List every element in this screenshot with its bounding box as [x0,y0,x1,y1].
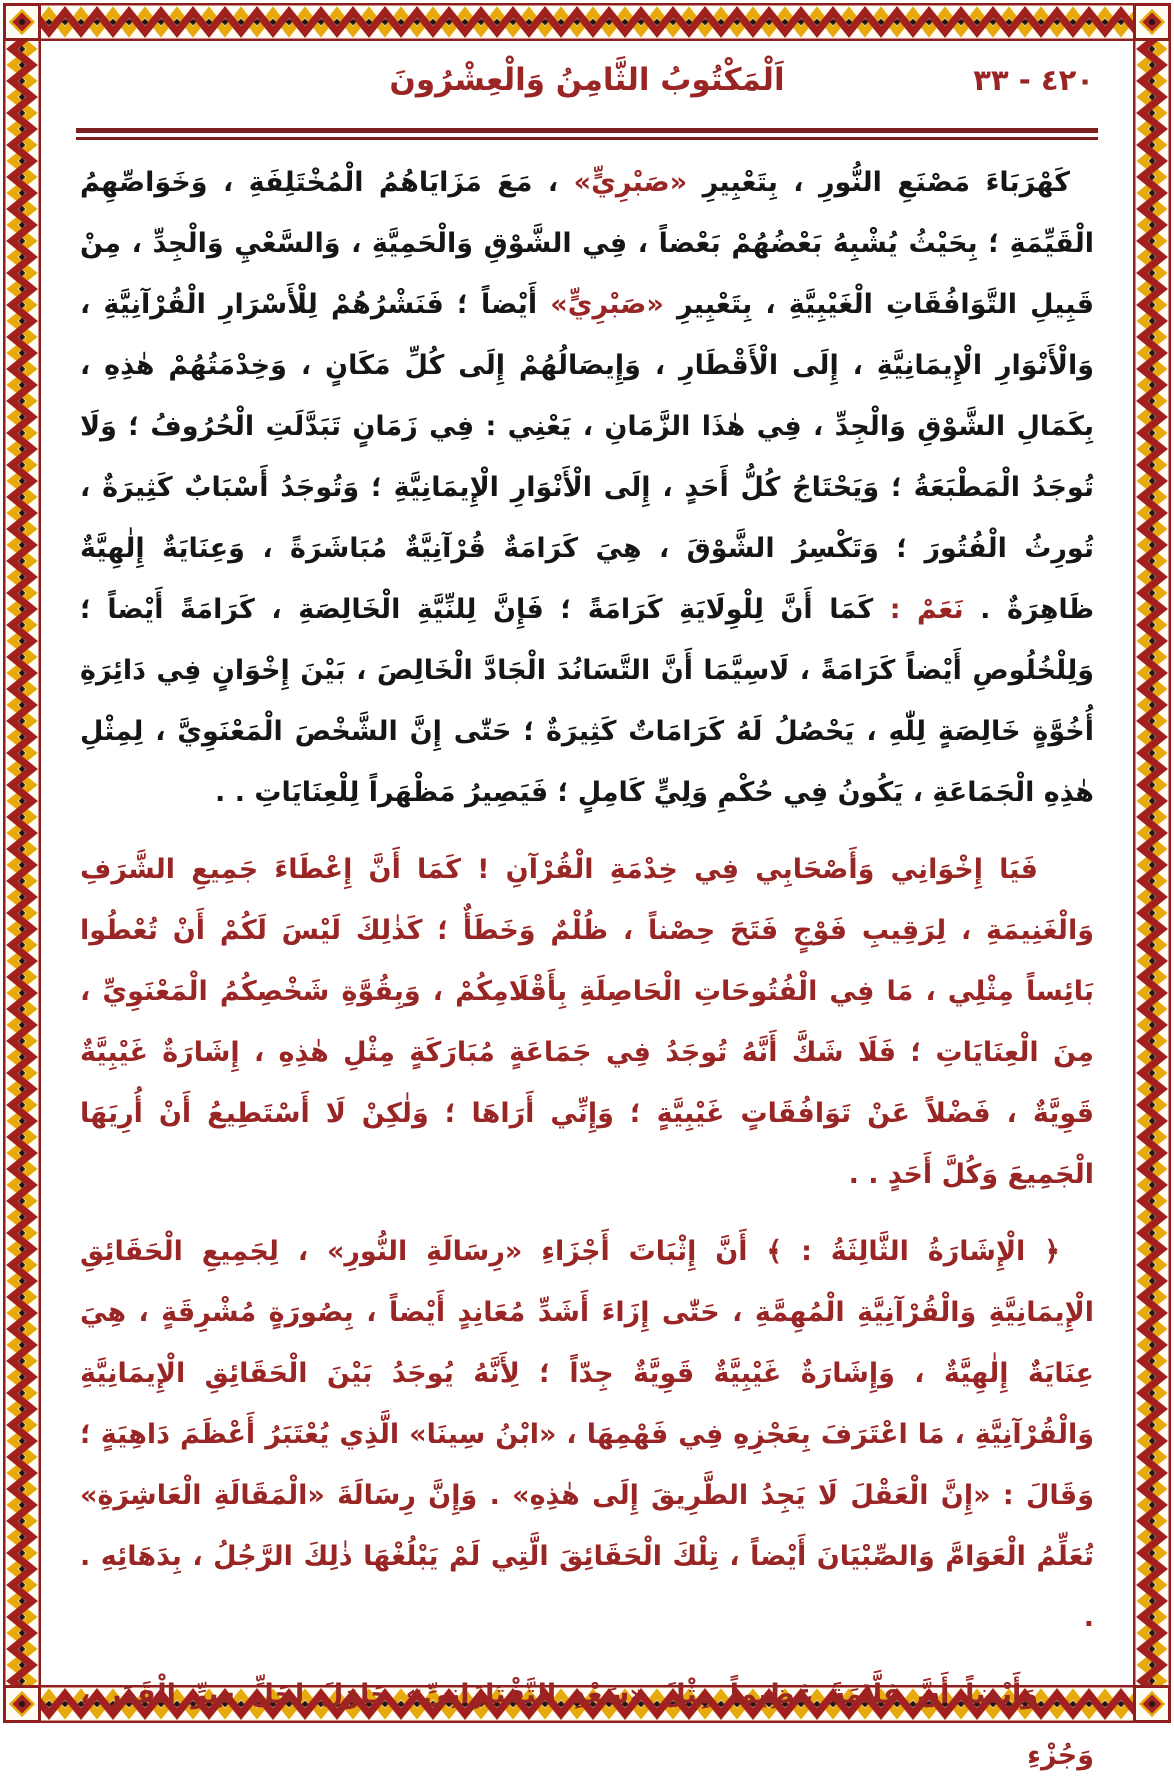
border-corner-medallion-icon [3,3,41,41]
page-number: ٤٢٠ - ٣٣ [973,63,1094,97]
header-rule-thin-line [76,137,1098,140]
run-text: أَيْضاً ؛ فَنَشْرُهُمْ لِلْأَسْرَارِ الْقُرْآنِيَّةِ ، وَالْأَنْوَارِ الْإِيمَانِيَّةِ ، إِلَى الْأَقْطَارِ ، وَإِيصَالُهُمْ إِلَى كُلِّ مَكَانٍ ، وَخِدْمَتُهُمْ هٰذِهِ ، بِكَمَالِ الشَّوْقِ وَالْجِدِّ ، فِي هٰذَا الزَّمَانِ ، يَعْنِي : فِي زَمَانٍ تَبَدَّلَتِ الْحُرُوفُ ؛ وَلَا تُوجَدُ الْمَطْبَعَةُ ؛ وَيَحْتَاجُ كُلُّ أَحَدٍ ، إِلَى الْأَنْوَارِ الْإِيمَانِيَّةِ ؛ وَتُوجَدُ أَسْبَابٌ كَثِيرَةٌ ، تُورِثُ الْفُتُورَ ؛ وَتَكْسِرُ الشَّوْقَ ، هِيَ كَرَامَةٌ قُرْآنِيَّةٌ مُبَاشَرَةً ، وَعِنَايَةٌ إِلٰهِيَّةٌ ظَاهِرَةٌ . [80,289,1094,625]
run-text: كَهْرَبَاءَ مَصْنَعِ النُّورِ ، بِتَعْبِيرِ [687,167,1070,198]
highlighted-text: «صَبْرِيٍّ» [550,289,664,320]
border-corner-medallion-icon [3,1685,41,1723]
ornament-icon: ﴿ [1044,1236,1061,1267]
border-corner-medallion-icon [1133,3,1171,41]
ornamental-border-left [3,41,41,1685]
header-rule [76,128,1098,140]
paragraph-1 [80,152,1094,823]
run-text: وَأَيْضاً أَنَّ عَلَّامَةً عَظِيماً مِثْلَ «سَعْدِ التَّفْتَازَانِيِّ» حَاوَلَ لِحَلِّ سِرِّ الْقَدَرِ ، وَجُزْءِ [80,1679,1094,1771]
run-text: أَنَّ إِثْبَاتَ أَجْزَاءِ «رِسَالَةِ النُّورِ» ، لِجَمِيعِ الْحَقَائِقِ الْإِيمَانِيَّةِ وَالْقُرْآنِيَّةِ الْمُهِمَّةِ ، حَتّٰى إِزَاءَ أَشَدِّ مُعَانِدٍ أَيْضاً ، بِصُورَةٍ مُشْرِقَةٍ ، هِيَ عِنَايَةٌ إِلٰهِيَّةٌ ، وَإِشَارَةٌ غَيْبِيَّةٌ قَوِيَّةٌ جِدّاً ؛ لِأَنَّهُ يُوجَدُ بَيْنَ الْحَقَائِقِ الْإِيمَانِيَّةِ وَالْقُرْآنِيَّةِ ، مَا اعْتَرَفَ بِعَجْزِهِ فِي فَهْمِهَا ، «ابْنُ سِينَا» الَّذِي يُعْتَبَرُ أَعْظَمَ دَاهِيَةٍ ؛ وَقَالَ : «إِنَّ الْعَقْلَ لَا يَجِدُ الطَّرِيقَ إِلَى هٰذِهِ» . وَإِنَّ رِسَالَةَ «الْمَقَالَةِ الْعَاشِرَةِ» تُعَلِّمُ الْعَوَامَّ وَالصِّبْيَانَ أَيْضاً ، تِلْكَ الْحَقَائِقَ الَّتِي لَمْ يَبْلُغْهَا ذٰلِكَ الرَّجُلُ ، بِدَهَائِهِ . . [80,1236,1094,1633]
paragraph-2 [80,839,1094,1205]
page-header [80,62,1094,98]
run-text: ، مَعَ مَزَايَاهُمُ الْمُخْتَلِفَةِ ، وَخَوَاصِّهِمُ الْقَيِّمَةِ ؛ بِحَيْثُ يُشْبِهُ بَعْضُهُمْ بَعْضاً ، فِي الشَّوْقِ وَالْحَمِيَّةِ ، وَالسَّعْيِ وَالْجِدِّ ، مِنْ قَبِيلِ التَّوَافُقَاتِ الْغَيْبِيَّةِ ، بِتَعْبِيرِ [80,167,1094,320]
body-text [80,152,1094,1771]
header-rule-thick-line [76,128,1098,133]
highlighted-text: نَعَمْ : [889,594,964,625]
run-text: فَيَا إِخْوَانِي وَأَصْحَابِي فِي خِدْمَةِ الْقُرْآنِ ! كَمَا أَنَّ إِعْطَاءَ جَمِيعِ الشَّرَفِ وَالْغَنِيمَةِ ، لِرَقِيبِ فَوْجٍ فَتَحَ حِصْناً ، ظُلْمٌ وَخَطَأٌ ؛ كَذٰلِكَ لَيْسَ لَكُمْ أَنْ تُعْطُوا بَائِساً مِثْلِي ، مَا فِي الْفُتُوحَاتِ الْحَاصِلَةِ بِأَقْلَامِكُمْ ، وَبِقُوَّةِ شَخْصِكُمُ الْمَعْنَوِيِّ ، مِنَ الْعِنَايَاتِ ؛ فَلَا شَكَّ أَنَّهُ تُوجَدُ فِي جَمَاعَةٍ مُبَارَكَةٍ مِثْلِ هٰذِهِ ، إِشَارَةٌ غَيْبِيَّةٌ قَوِيَّةٌ ، فَضْلاً عَنْ تَوَافُقَاتٍ غَيْبِيَّةٍ ؛ وَإِنِّي أَرَاهَا ؛ وَلٰكِنْ لَا أَسْتَطِيعُ أَنْ أُرِيَهَا الْجَمِيعَ وَكُلَّ أَحَدٍ . . [80,854,1094,1190]
ornamental-border-right [1133,41,1171,1685]
ornamental-border-top [41,3,1133,41]
paragraph-4 [80,1664,1094,1786]
highlighted-text: «صَبْرِيٍّ» [573,167,688,198]
run-text: الْإِشَارَةُ الثَّالِثَةُ : [782,1236,1045,1267]
paragraph-3 [80,1221,1094,1648]
border-corner-medallion-icon [1133,1685,1171,1723]
ornament-icon: ﴾ [766,1236,783,1267]
page-title: اَلْمَكْتُوبُ الثَّامِنُ وَالْعِشْرُونَ [389,62,785,98]
run-text: كَمَا أَنَّ لِلْوِلَايَةِ كَرَامَةً ؛ فَإِنَّ لِلنِّيَّةِ الْخَالِصَةِ ، كَرَامَةً أَيْضاً ؛ وَلِلْخُلُوصِ أَيْضاً كَرَامَةً ، لَاسِيَّمَا أَنَّ التَّسَانُدَ الْجَادَّ الْخَالِصَ ، بَيْنَ إِخْوَانٍ فِي دَائِرَةِ أُخُوَّةٍ خَالِصَةٍ لِلّٰهِ ، يَحْصُلُ لَهُ كَرَامَاتٌ كَثِيرَةٌ ؛ حَتّٰى إِنَّ الشَّخْصَ الْمَعْنَوِيَّ ، لِمِثْلِ هٰذِهِ الْجَمَاعَةِ ، يَكُونُ فِي حُكْمِ وَلِيٍّ كَامِلٍ ؛ فَيَصِيرُ مَظْهَراً لِلْعِنَايَاتِ . . [80,594,1094,808]
